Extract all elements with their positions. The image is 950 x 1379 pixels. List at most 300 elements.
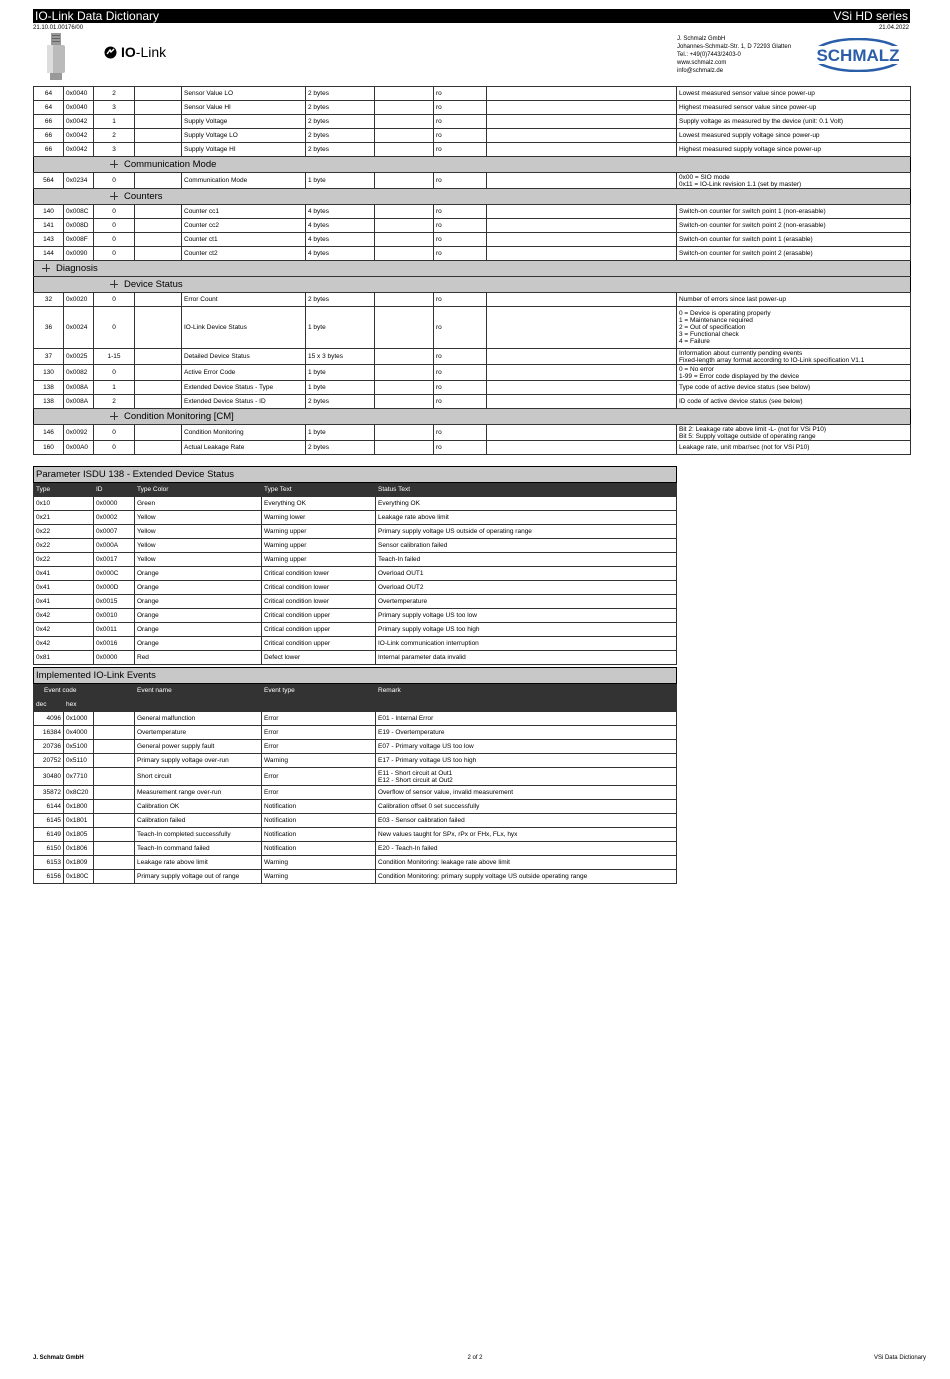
subindex: 1 bbox=[94, 115, 135, 129]
section-label: Counters bbox=[124, 191, 163, 202]
remark: Switch-on counter for switch point 1 (erasable) bbox=[677, 233, 911, 247]
event-type: Error bbox=[262, 712, 376, 726]
empty-cell bbox=[375, 219, 434, 233]
table-row bbox=[34, 143, 911, 157]
remark: 0x00 = SIO mode 0x11 = IO-Link revision 1.1 (set by master) bbox=[677, 173, 911, 189]
empty-cell bbox=[375, 233, 434, 247]
empty-cell bbox=[375, 365, 434, 381]
status-text: Overload OUT2 bbox=[376, 581, 677, 595]
type-text: Critical condition lower bbox=[262, 595, 376, 609]
type-color: Orange bbox=[135, 637, 262, 651]
event-remark: E11 - Short circuit at Out1 E12 - Short circuit at Out2 bbox=[376, 768, 677, 786]
empty-cell bbox=[94, 814, 135, 828]
event-name: Teach-In command failed bbox=[135, 842, 262, 856]
empty-cell bbox=[487, 143, 677, 157]
remark: Switch-on counter for switch point 2 (non-erasable) bbox=[677, 219, 911, 233]
address-line: J. Schmalz GmbH bbox=[677, 36, 726, 42]
subindex: 1 bbox=[94, 381, 135, 395]
index-hex: 0x0234 bbox=[64, 173, 94, 189]
type-color: Green bbox=[135, 497, 262, 511]
event-remark: E20 - Teach-In failed bbox=[376, 842, 677, 856]
event-code-dec: 20736 bbox=[34, 740, 64, 754]
empty-cell bbox=[375, 395, 434, 409]
index-dec: 140 bbox=[34, 205, 64, 219]
id-code: 0x0010 bbox=[94, 609, 135, 623]
event-name: Measurement range over-run bbox=[135, 786, 262, 800]
parameter-name: Counter ct2 bbox=[182, 247, 306, 261]
event-remark: Condition Monitoring: leakage rate above limit bbox=[376, 856, 677, 870]
remark: Highest measured supply voltage since power-up bbox=[677, 143, 911, 157]
column-subheader: dec bbox=[34, 698, 64, 712]
table-row bbox=[34, 754, 677, 768]
section-title bbox=[34, 189, 911, 205]
empty-cell bbox=[487, 307, 677, 349]
id-code: 0x0000 bbox=[94, 497, 135, 511]
type-text: Warning upper bbox=[262, 525, 376, 539]
index-dec: 66 bbox=[34, 129, 64, 143]
remark: Switch-on counter for switch point 1 (non-erasable) bbox=[677, 205, 911, 219]
empty-cell bbox=[487, 381, 677, 395]
type-color: Orange bbox=[135, 609, 262, 623]
section-title bbox=[34, 261, 911, 277]
parameter-name: Condition Monitoring bbox=[182, 425, 306, 441]
event-code-hex: 0x1801 bbox=[64, 814, 94, 828]
data-length: 4 bytes bbox=[306, 233, 375, 247]
section-row bbox=[34, 277, 911, 293]
data-length: 1 byte bbox=[306, 307, 375, 349]
type-code: 0x22 bbox=[34, 553, 94, 567]
subindex: 2 bbox=[94, 87, 135, 101]
table-row bbox=[34, 712, 677, 726]
iolink-logo bbox=[104, 44, 166, 60]
empty-cell bbox=[375, 87, 434, 101]
title-bar bbox=[33, 9, 910, 23]
index-hex: 0x008F bbox=[64, 233, 94, 247]
index-hex: 0x0040 bbox=[64, 101, 94, 115]
table-row bbox=[34, 365, 911, 381]
remark: 0 = No error 1-99 = Error code displayed by the device bbox=[677, 365, 911, 381]
access-mode: ro bbox=[434, 219, 487, 233]
status-text: IO-Link communication interruption bbox=[376, 637, 677, 651]
type-code: 0x41 bbox=[34, 567, 94, 581]
index-dec: 66 bbox=[34, 115, 64, 129]
table-row bbox=[34, 828, 677, 842]
type-text: Warning upper bbox=[262, 539, 376, 553]
table-row bbox=[34, 205, 911, 219]
table-row bbox=[34, 842, 677, 856]
empty-cell bbox=[94, 712, 135, 726]
empty-cell bbox=[375, 129, 434, 143]
data-length: 1 byte bbox=[306, 381, 375, 395]
iolink-logo-bold: IO bbox=[121, 44, 136, 60]
event-code-dec: 30480 bbox=[34, 768, 64, 786]
data-length: 4 bytes bbox=[306, 219, 375, 233]
empty-cell bbox=[135, 101, 182, 115]
data-length: 4 bytes bbox=[306, 205, 375, 219]
empty-cell bbox=[375, 205, 434, 219]
table-row bbox=[34, 395, 911, 409]
event-code-dec: 20752 bbox=[34, 754, 64, 768]
section-label: Diagnosis bbox=[56, 263, 98, 274]
empty-cell bbox=[135, 381, 182, 395]
data-length: 2 bytes bbox=[306, 395, 375, 409]
status-text: Overload OUT1 bbox=[376, 567, 677, 581]
parameter-table bbox=[33, 86, 911, 455]
index-hex: 0x008C bbox=[64, 205, 94, 219]
empty-cell bbox=[135, 173, 182, 189]
remark: Highest measured sensor value since power-up bbox=[677, 101, 911, 115]
table-row bbox=[34, 786, 677, 800]
empty-cell bbox=[375, 173, 434, 189]
empty-cell bbox=[487, 173, 677, 189]
empty-cell bbox=[487, 247, 677, 261]
empty-cell bbox=[375, 293, 434, 307]
table-row bbox=[34, 553, 677, 567]
index-hex: 0x0090 bbox=[64, 247, 94, 261]
table-row bbox=[34, 539, 677, 553]
id-code: 0x000A bbox=[94, 539, 135, 553]
event-code-hex: 0x5110 bbox=[64, 754, 94, 768]
empty-cell bbox=[135, 349, 182, 365]
table-row bbox=[34, 219, 911, 233]
index-dec: 564 bbox=[34, 173, 64, 189]
type-color: Orange bbox=[135, 595, 262, 609]
event-code-hex: 0x5100 bbox=[64, 740, 94, 754]
event-name: Primary supply voltage out of range bbox=[135, 870, 262, 884]
address-line: www.schmalz.com bbox=[677, 60, 727, 66]
empty-cell bbox=[487, 205, 677, 219]
data-length: 2 bytes bbox=[306, 115, 375, 129]
id-code: 0x0015 bbox=[94, 595, 135, 609]
access-mode: ro bbox=[434, 129, 487, 143]
data-length: 15 x 3 bytes bbox=[306, 349, 375, 365]
type-color: Orange bbox=[135, 581, 262, 595]
table-row bbox=[34, 800, 677, 814]
data-length: 2 bytes bbox=[306, 101, 375, 115]
event-name: Primary supply voltage over-run bbox=[135, 754, 262, 768]
address-line: Tel.: +49(0)7443/2403-0 bbox=[677, 52, 741, 58]
tree-node-icon bbox=[110, 192, 118, 200]
index-dec: 36 bbox=[34, 307, 64, 349]
table-row bbox=[34, 623, 677, 637]
index-dec: 138 bbox=[34, 395, 64, 409]
event-type: Notification bbox=[262, 800, 376, 814]
status-text: Sensor calibration failed bbox=[376, 539, 677, 553]
column-header: ID bbox=[94, 483, 135, 497]
empty-cell bbox=[135, 87, 182, 101]
status-text: Teach-In failed bbox=[376, 553, 677, 567]
access-mode: ro bbox=[434, 115, 487, 129]
type-color: Yellow bbox=[135, 525, 262, 539]
empty-cell bbox=[375, 425, 434, 441]
remark: Information about currently pending events Fixed-length array format according to IO-Link specification V1.1 bbox=[677, 349, 911, 365]
index-dec: 144 bbox=[34, 247, 64, 261]
event-code-hex: 0x7710 bbox=[64, 768, 94, 786]
id-code: 0x0011 bbox=[94, 623, 135, 637]
id-code: 0x0002 bbox=[94, 511, 135, 525]
empty-cell bbox=[135, 395, 182, 409]
id-code: 0x0017 bbox=[94, 553, 135, 567]
index-dec: 37 bbox=[34, 349, 64, 365]
index-hex: 0x0024 bbox=[64, 307, 94, 349]
table-row bbox=[34, 349, 911, 365]
column-header: Event name bbox=[135, 684, 262, 698]
type-code: 0x81 bbox=[34, 651, 94, 665]
empty-cell bbox=[94, 754, 135, 768]
event-name: Overtemperature bbox=[135, 726, 262, 740]
event-code-hex: 0x1800 bbox=[64, 800, 94, 814]
type-text: Critical condition lower bbox=[262, 581, 376, 595]
event-code-dec: 6156 bbox=[34, 870, 64, 884]
table-row bbox=[34, 581, 677, 595]
access-mode: ro bbox=[434, 395, 487, 409]
type-code: 0x22 bbox=[34, 525, 94, 539]
subindex: 2 bbox=[94, 129, 135, 143]
empty-cell bbox=[135, 307, 182, 349]
subindex: 0 bbox=[94, 247, 135, 261]
data-length: 1 byte bbox=[306, 425, 375, 441]
type-color: Yellow bbox=[135, 511, 262, 525]
id-code: 0x000D bbox=[94, 581, 135, 595]
parameter-name: Communication Mode bbox=[182, 173, 306, 189]
section-row bbox=[34, 261, 911, 277]
type-code: 0x42 bbox=[34, 609, 94, 623]
event-code-hex: 0x1806 bbox=[64, 842, 94, 856]
event-code-hex: 0x8C20 bbox=[64, 786, 94, 800]
index-hex: 0x008A bbox=[64, 381, 94, 395]
type-code: 0x42 bbox=[34, 623, 94, 637]
address-line: info@schmalz.de bbox=[677, 68, 724, 74]
index-dec: 130 bbox=[34, 365, 64, 381]
page-number: 2 of 2 bbox=[467, 1355, 483, 1361]
status-text: Primary supply voltage US too low bbox=[376, 609, 677, 623]
event-type: Warning bbox=[262, 754, 376, 768]
id-code: 0x0016 bbox=[94, 637, 135, 651]
event-code-dec: 35872 bbox=[34, 786, 64, 800]
type-code: 0x22 bbox=[34, 539, 94, 553]
column-header: Event type bbox=[262, 684, 376, 698]
event-code-dec: 6153 bbox=[34, 856, 64, 870]
parameter-name: Supply Voltage HI bbox=[182, 143, 306, 157]
document-title: IO-Link Data Dictionary bbox=[35, 9, 160, 23]
access-mode: ro bbox=[434, 381, 487, 395]
empty-cell bbox=[487, 425, 677, 441]
parameter-name: Actual Leakage Rate bbox=[182, 441, 306, 455]
table-row bbox=[34, 129, 911, 143]
parameter-name: Sensor Value HI bbox=[182, 101, 306, 115]
footer-doc-name: VSi Data Dictionary bbox=[873, 1355, 926, 1361]
section-row bbox=[34, 157, 911, 173]
doc-date: 21.04.2022 bbox=[878, 25, 909, 31]
parameter-name: IO-Link Device Status bbox=[182, 307, 306, 349]
index-dec: 64 bbox=[34, 87, 64, 101]
empty-cell bbox=[487, 441, 677, 455]
parameter-name: Counter cc1 bbox=[182, 205, 306, 219]
table-row bbox=[34, 814, 677, 828]
subindex: 0 bbox=[94, 173, 135, 189]
empty-cell bbox=[487, 233, 677, 247]
table-row bbox=[34, 768, 677, 786]
event-name: Short circuit bbox=[135, 768, 262, 786]
access-mode: ro bbox=[434, 349, 487, 365]
remark: Lowest measured sensor value since power-up bbox=[677, 87, 911, 101]
table-row bbox=[34, 233, 911, 247]
status-text: Everything OK bbox=[376, 497, 677, 511]
table-row bbox=[34, 637, 677, 651]
type-code: 0x41 bbox=[34, 595, 94, 609]
section-title bbox=[34, 409, 911, 425]
empty-cell bbox=[94, 828, 135, 842]
access-mode: ro bbox=[434, 205, 487, 219]
type-color: Orange bbox=[135, 623, 262, 637]
access-mode: ro bbox=[434, 173, 487, 189]
index-dec: 141 bbox=[34, 219, 64, 233]
subindex: 0 bbox=[94, 205, 135, 219]
empty-cell bbox=[94, 740, 135, 754]
parameter-name: Counter cc2 bbox=[182, 219, 306, 233]
remark: Bit 2: Leakage rate above limit -L- (not for VSi P10) Bit 5: Supply voltage outside of operating range bbox=[677, 425, 911, 441]
empty-cell bbox=[487, 349, 677, 365]
table-row bbox=[34, 441, 911, 455]
empty-cell bbox=[375, 307, 434, 349]
access-mode: ro bbox=[434, 233, 487, 247]
event-type: Error bbox=[262, 726, 376, 740]
empty-cell bbox=[375, 101, 434, 115]
table-row bbox=[34, 856, 677, 870]
subindex: 3 bbox=[94, 101, 135, 115]
parameter-name: Extended Device Status - ID bbox=[182, 395, 306, 409]
event-type: Error bbox=[262, 740, 376, 754]
event-code-dec: 6149 bbox=[34, 828, 64, 842]
access-mode: ro bbox=[434, 143, 487, 157]
empty-cell bbox=[375, 115, 434, 129]
empty-cell bbox=[135, 425, 182, 441]
access-mode: ro bbox=[434, 87, 487, 101]
empty-cell bbox=[94, 842, 135, 856]
section-row bbox=[34, 189, 911, 205]
parameter-name: Error Count bbox=[182, 293, 306, 307]
id-code: 0x0007 bbox=[94, 525, 135, 539]
type-color: Yellow bbox=[135, 553, 262, 567]
remark: Type code of active device status (see below) bbox=[677, 381, 911, 395]
subindex: 0 bbox=[94, 441, 135, 455]
empty-cell bbox=[487, 219, 677, 233]
data-length: 1 byte bbox=[306, 173, 375, 189]
type-text: Critical condition upper bbox=[262, 623, 376, 637]
index-dec: 64 bbox=[34, 101, 64, 115]
data-length: 1 byte bbox=[306, 365, 375, 381]
isdu-table bbox=[33, 466, 677, 665]
type-code: 0x42 bbox=[34, 637, 94, 651]
subindex: 3 bbox=[94, 143, 135, 157]
index-hex: 0x008D bbox=[64, 219, 94, 233]
event-code-dec: 6144 bbox=[34, 800, 64, 814]
iolink-logo-text: -Link bbox=[135, 44, 167, 60]
empty-cell bbox=[487, 395, 677, 409]
event-code-dec: 6150 bbox=[34, 842, 64, 856]
remark: Number of errors since last power-up bbox=[677, 293, 911, 307]
status-text: Internal parameter data invalid bbox=[376, 651, 677, 665]
empty-cell bbox=[135, 441, 182, 455]
index-dec: 32 bbox=[34, 293, 64, 307]
empty-cell bbox=[135, 115, 182, 129]
index-dec: 143 bbox=[34, 233, 64, 247]
section-label: Communication Mode bbox=[124, 159, 217, 170]
data-length: 2 bytes bbox=[306, 87, 375, 101]
event-remark: E07 - Primary voltage US too low bbox=[376, 740, 677, 754]
index-dec: 66 bbox=[34, 143, 64, 157]
remark: ID code of active device status (see below) bbox=[677, 395, 911, 409]
empty-cell bbox=[135, 129, 182, 143]
status-text: Leakage rate above limit bbox=[376, 511, 677, 525]
schmalz-logo bbox=[812, 38, 904, 72]
type-code: 0x41 bbox=[34, 581, 94, 595]
data-length: 2 bytes bbox=[306, 129, 375, 143]
subindex: 0 bbox=[94, 233, 135, 247]
table-row bbox=[34, 497, 677, 511]
subindex: 0 bbox=[94, 365, 135, 381]
event-type: Error bbox=[262, 768, 376, 786]
data-length: 2 bytes bbox=[306, 293, 375, 307]
empty-cell bbox=[135, 293, 182, 307]
index-dec: 138 bbox=[34, 381, 64, 395]
index-hex: 0x008A bbox=[64, 395, 94, 409]
parameter-name: Sensor Value LO bbox=[182, 87, 306, 101]
parameter-name: Supply Voltage bbox=[182, 115, 306, 129]
type-text: Warning upper bbox=[262, 553, 376, 567]
event-name: Leakage rate above limit bbox=[135, 856, 262, 870]
doc-number: 21.10.01.00176/00 bbox=[33, 25, 84, 31]
empty-cell bbox=[94, 768, 135, 786]
index-hex: 0x00A0 bbox=[64, 441, 94, 455]
index-hex: 0x0042 bbox=[64, 129, 94, 143]
empty-cell bbox=[487, 115, 677, 129]
parameter-name: Detailed Device Status bbox=[182, 349, 306, 365]
tree-node-icon bbox=[110, 412, 118, 420]
event-remark: Condition Monitoring: primary supply voltage US outside operating range bbox=[376, 870, 677, 884]
index-hex: 0x0020 bbox=[64, 293, 94, 307]
empty-cell bbox=[94, 786, 135, 800]
events-table bbox=[33, 667, 677, 884]
type-text: Critical condition upper bbox=[262, 637, 376, 651]
iolink-icon bbox=[104, 46, 117, 59]
empty-cell bbox=[487, 129, 677, 143]
type-text: Defect lower bbox=[262, 651, 376, 665]
table-row bbox=[34, 595, 677, 609]
event-type: Error bbox=[262, 786, 376, 800]
access-mode: ro bbox=[434, 293, 487, 307]
type-text: Critical condition upper bbox=[262, 609, 376, 623]
event-name: Calibration failed bbox=[135, 814, 262, 828]
column-header: Type Color bbox=[135, 483, 262, 497]
data-length: 2 bytes bbox=[306, 441, 375, 455]
empty-cell bbox=[375, 247, 434, 261]
event-code-dec: 6145 bbox=[34, 814, 64, 828]
empty-cell bbox=[94, 870, 135, 884]
table-row bbox=[34, 87, 911, 101]
type-code: 0x10 bbox=[34, 497, 94, 511]
subindex: 1-15 bbox=[94, 349, 135, 365]
id-code: 0x0000 bbox=[94, 651, 135, 665]
event-remark: E17 - Primary voltage US too high bbox=[376, 754, 677, 768]
remark: 0 = Device is operating properly 1 = Maintenance required 2 = Out of specification 3 = Functional check 4 = Failure bbox=[677, 307, 911, 349]
table-row bbox=[34, 247, 911, 261]
empty-cell bbox=[375, 441, 434, 455]
table-row bbox=[34, 425, 911, 441]
column-header: Remark bbox=[376, 684, 677, 698]
access-mode: ro bbox=[434, 307, 487, 349]
access-mode: ro bbox=[434, 365, 487, 381]
